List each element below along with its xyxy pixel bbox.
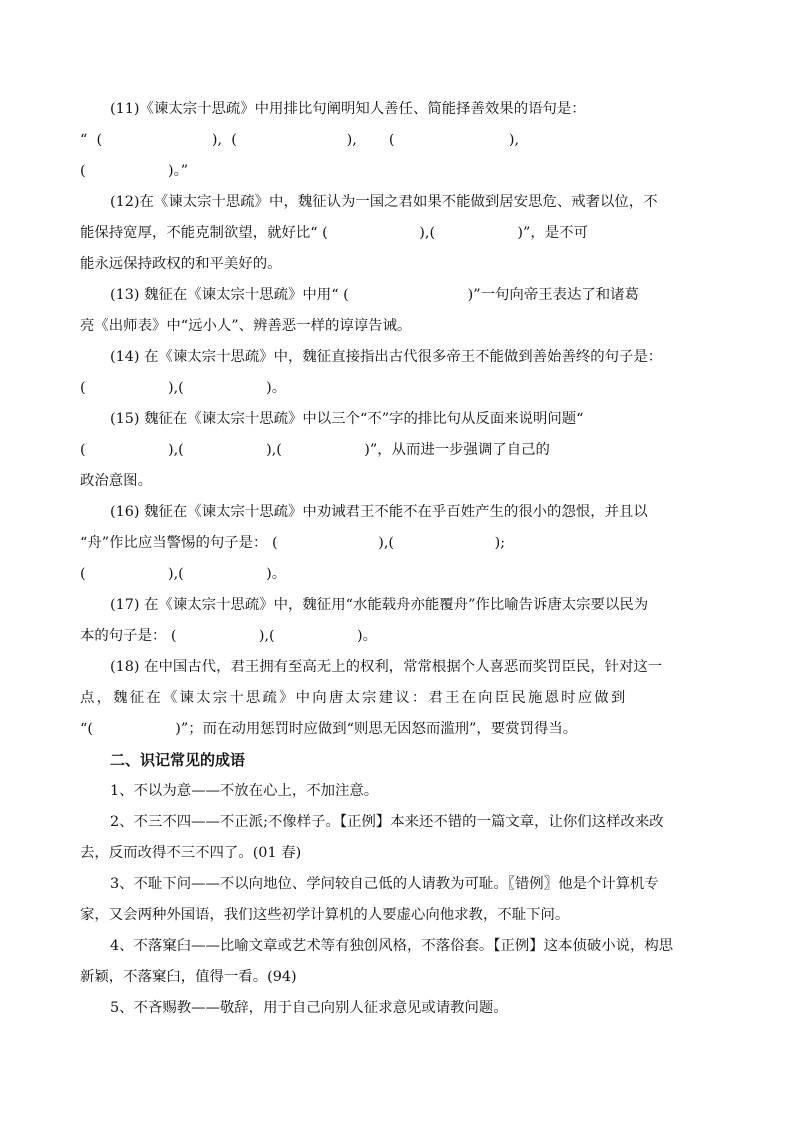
idiom-line: 1、不以为意——不放在心上，不加注意。 (110, 783, 379, 799)
idiom-1 (80, 776, 720, 807)
question-line: ( ),( ),( )”，从而进一步强调了自己的 (80, 442, 550, 458)
question-line: ( )。” (80, 163, 189, 179)
idiom-line: 家，又会两种外国语，我们这些初学计算机的人要虚心向他求教，不耻下问。 (80, 907, 570, 923)
question-line: 能保持宽厚，不能克制欲望，就好比“ ( ),( )”，是不可 (80, 225, 588, 241)
question-line: 能永远保持政权的和平美好的。 (80, 256, 282, 272)
question-line: 本的句子是： ( ),( )。 (80, 628, 378, 644)
question-line: (11)《谏太宗十思疏》中用排比句阐明知人善任、简能择善效果的语句是： (110, 101, 586, 117)
idiom-line: 2、不三不四——不正派;不像样子。【正例】本来还不错的一篇文章，让你们这样改来改 (110, 814, 664, 830)
idiom-line: 5、不吝赐教——敬辞，用于自己向别人征求意见或请教问题。 (110, 1000, 508, 1016)
question-14 (80, 342, 720, 404)
idiom-line: 4、不落窠臼——比喻文章或艺术等有独创风格，不落俗套。【正例】这本侦破小说，构思 (110, 938, 674, 954)
idiom-line: 新颖，不落窠臼，值得一看。(94) (80, 969, 297, 985)
question-11 (80, 94, 720, 187)
question-line: (18) 在中国古代，君王拥有至高无上的权利，常常根据个人喜恶而奖罚臣民，针对这一 (110, 659, 663, 675)
question-line: ( ),( )。 (80, 566, 287, 582)
question-line: (13) 魏征在《谏太宗十思疏》中用“ ( )”一句向帝王表达了和诸葛 (110, 287, 639, 303)
question-12 (80, 187, 720, 280)
question-line: “舟”作比应当警惕的句子是： ( ),( ); (80, 535, 506, 551)
question-18 (80, 652, 720, 745)
question-line: ( ),( )。 (80, 380, 287, 396)
question-line: “( )”；而在动用惩罚时应做到“则思无因怒而滥刑”，要赏罚得当。 (80, 721, 578, 737)
idiom-line: 3、不耻下问——不以向地位、学问较自己低的人请教为可耻。〖错例〗他是个计算机专 (110, 876, 659, 892)
idiom-2 (80, 807, 720, 869)
question-line: (12)在《谏太宗十思疏》中，魏征认为一国之君如果不能做到居安思危、戒奢以位，不 (110, 194, 658, 210)
question-line: “ ( ), ( ), ( ), (80, 132, 520, 148)
document-page (80, 94, 720, 1024)
question-line: (15) 魏征在《谏太宗十思疏》中以三个“不”字的排比句从反面来说明问题“ (110, 411, 584, 427)
question-15 (80, 404, 720, 497)
question-line: (17) 在《谏太宗十思疏》中，魏征用“水能载舟亦能覆舟”作比喻告诉唐太宗要以民为 (110, 597, 649, 613)
question-line: (16) 魏征在《谏太宗十思疏》中劝诫君王不能不在乎百姓产生的很小的怨恨，并且以 (110, 504, 648, 520)
question-line: 点，魏征在《谏太宗十思疏》中向唐太宗建议：君王在向臣民施恩时应做到 (80, 690, 628, 706)
question-line: 亮《出师表》中“远小人”、辨善恶一样的谆谆告诫。 (80, 318, 412, 334)
question-13 (80, 280, 720, 342)
question-16 (80, 497, 720, 590)
section-heading: 二、识记常见的成语 (110, 751, 246, 769)
question-line: (14) 在《谏太宗十思疏》中，魏征直接指出古代很多帝王不能做到善始善终的句子是： (110, 349, 663, 365)
idiom-5 (80, 993, 720, 1024)
idiom-line: 去，反而改得不三不四了。(01 春) (80, 845, 302, 861)
idiom-4 (80, 931, 720, 993)
question-line: 政治意图。 (80, 473, 152, 489)
question-17 (80, 590, 720, 652)
idiom-3 (80, 869, 720, 931)
